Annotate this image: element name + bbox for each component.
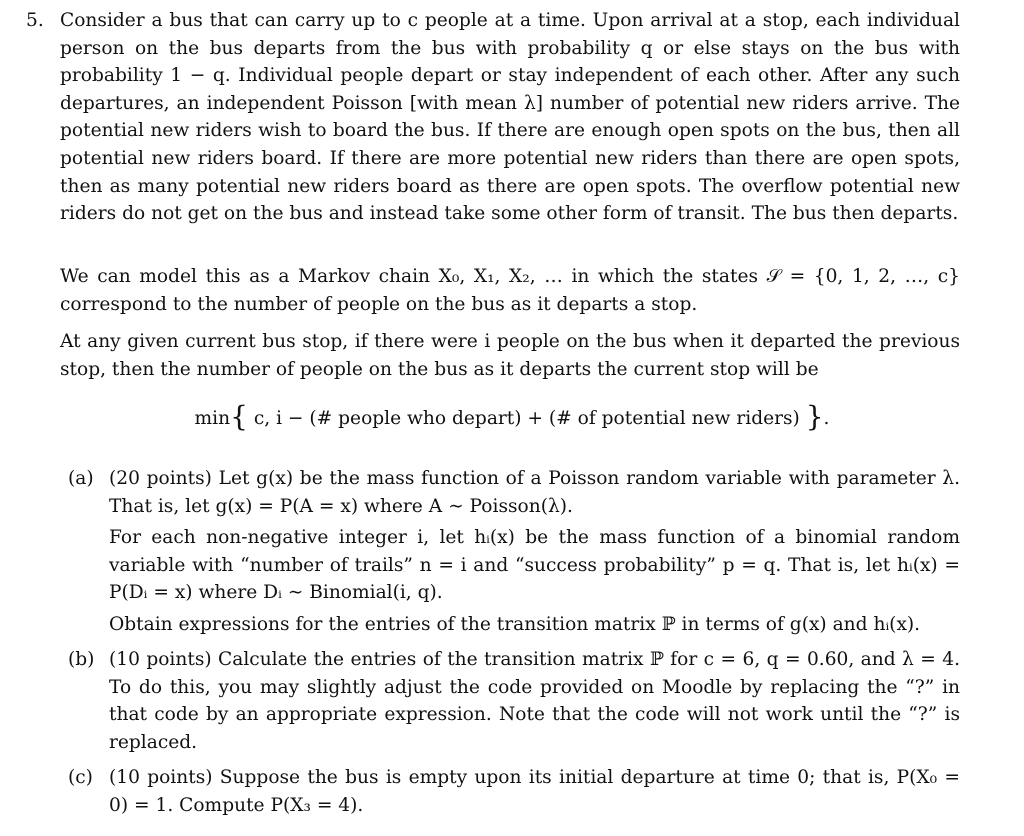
part-b-text: (10 points) Calculate the entries of the transition matrix ℙ for c = 6, q = 0.60, and λ = 4. To do this, you may slightly adjust the code provided on Moodle by replacing the “?” in that code by an appropriate expression. Note that the code will not work until the “?” is replaced.	[109, 649, 960, 753]
part-a-label: (a)	[68, 468, 94, 489]
part-b-label: (b)	[68, 649, 95, 670]
part-a-text-2: For each non-negative integer i, let hᵢ(x) be the mass function of a binomial random variable with “number of trails” n = i and “success probability” p = q. That is, let hᵢ(x) = P(Dᵢ = x) where Dᵢ ∼ Binomial(i, q).	[109, 527, 960, 604]
transition-description-paragraph: At any given current bus stop, if there were i people on the bus when it departed the previous stop, then the number of people on the bus as it departs the current stop will be	[60, 331, 960, 380]
part-a-text-3: Obtain expressions for the entries of the transition matrix ℙ in terms of g(x) and hᵢ(x).	[109, 614, 921, 635]
problem-number: 5.	[26, 10, 44, 31]
equation-close-brace: }	[805, 400, 824, 433]
min-equation	[0, 402, 1024, 434]
part-c-text: (10 points) Suppose the bus is empty upon its initial departure at time 0; that is, P(X₀ = 0) = 1. Compute P(X₃ = 4).	[109, 767, 960, 816]
equation-body: c, i − (# people who depart) + (# of potential new riders)	[247, 408, 806, 429]
equation-end: .	[823, 408, 830, 429]
part-a-text-1: (20 points) Let g(x) be the mass function of a Poisson random variable with parameter λ. That is, let g(x) = P(A = x) where A ∼ Poisson(λ).	[109, 468, 960, 517]
equation-min: min	[194, 408, 231, 429]
problem-intro-paragraph: Consider a bus that can carry up to c people at a time. Upon arrival at a stop, each individual person on the bus departs from the bus with probability q or else stays on the bus with probability 1 − q. Individual people depart or stay independent of each other. After any such departures, an independent Poisson [with mean λ] number of potential new riders arrive. The potential new riders wish to board the bus. If there are enough open spots on the bus, then all potential new riders board. If there are more potential new riders than there are open spots, then as many potential new riders board as there are open spots. The overflow potential new riders do not get on the bus and instead take some other form of transit. The bus then departs.	[60, 10, 960, 225]
part-c-label: (c)	[68, 767, 93, 788]
markov-chain-paragraph: We can model this as a Markov chain X₀, X₁, X₂, … in which the states 𝒮 = {0, 1, 2, …, c} correspond to the number of people on the bus as it departs a stop.	[60, 266, 960, 315]
equation-open-brace: {	[230, 400, 248, 433]
